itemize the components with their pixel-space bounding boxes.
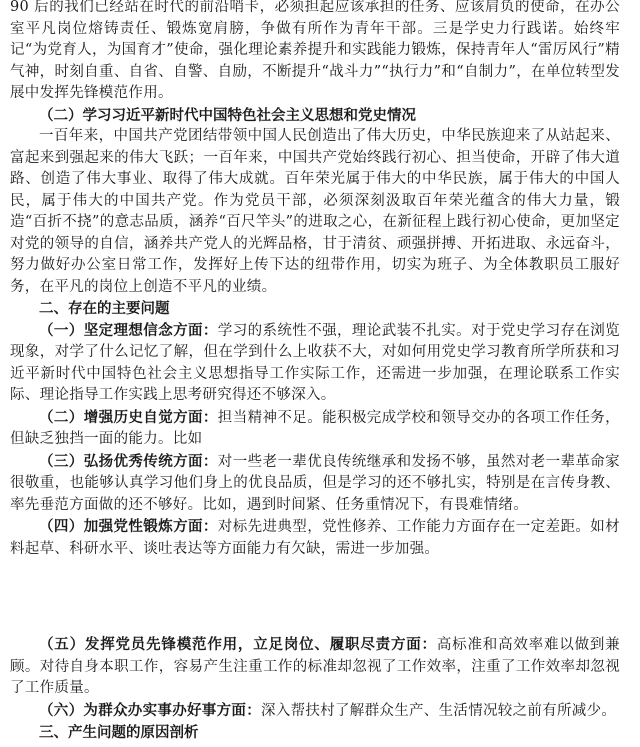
problem-item-3 <box>10 451 620 517</box>
problem-text-2: 担当精神不足。能积极完成学校和领导交办的各项工作任务，但缺乏独挡一面的能力。比如 <box>10 409 620 447</box>
problem-text-5: 高标准和高效率难以做到兼顾。对待自身本职工作，容易产生注重工作的标准却忽视了工作效率，注重了工作效率却忽视了工作质量。 <box>10 637 620 696</box>
problem-title-3: （三）弘扬优秀传统方面： <box>39 452 218 470</box>
problem-title-1: （一）坚定理想信念方面： <box>39 321 218 339</box>
section-heading-main-problems: 二、存在的主要问题 <box>39 300 170 317</box>
paragraph-party-history: 一百年来，中国共产党团结带领中国人民创造出了伟大历史，中华民族迎来了从站起来、富起来到强起来的伟大飞跃；一百年来，中国共产党始终践行初心、担当使命，开辟了伟大道路、创造了伟大事业、取得了伟大成就。百年荣光属于伟大的中华民族，属于伟大的中国人民，属于伟大的中国共产党。作为党员干部，必须深刻汲取百年荣光蕴含的伟大力量，锻造“百折不挠”的意志品质，涵养“百尺竿头”的进取之心，在新征程上践行初心使命，更加坚定对党的领导的自信，涵养共产党人的光辉品格，甘于清贫、顽强拼搏、开拓进取、永远奋斗，努力做好办公室日常工作，发挥好上传下达的纽带作用，切实为班子、为全体教职员工服好务，在平凡的岗位上创造不平凡的业绩。 <box>10 128 620 295</box>
blank-space <box>10 560 620 634</box>
problem-text-1: 学习的系统性不强，理论武装不扎实。对于党史学习存在浏览现象，对学了什么记忆了解，但在学到什么上收获不大，对如何用党史学习教育所学所获和习近平新时代中国特色社会主义思想指导工作实际工作，还需进一步加强，在理论联系工作实际、理论指导工作实践上思考研究得还不够深入。 <box>10 322 620 403</box>
problem-item-1 <box>10 320 620 407</box>
problem-item-2 <box>10 407 620 451</box>
problem-text-4: 对标先进典型，党性修养、工作能力方面存在一定差距。如材料起草、科研水平、谈吐表达等方面能力有欠缺，需进一步加强。 <box>10 519 620 557</box>
problem-title-5: （五）发挥党员先锋模范作用，立足岗位、履职尽责方面： <box>39 636 437 653</box>
problem-text-6: 深入帮扶村了解群众生产、生活情况较之前有所减少。 <box>261 702 617 719</box>
problem-item-6 <box>10 700 620 723</box>
problem-item-5 <box>10 634 620 700</box>
problem-title-2: （二）增强历史自觉方面： <box>39 408 218 426</box>
paragraph-youth-responsibility: 90 后的我们已经站在时代的前沿哨卡，必须担起应该承担的任务、应该肩负的使命，在办公室平凡岗位熔铸责任、锻炼宽肩膀，争做有所作为青年干部。三是学史力行践诺。始终牢记“为党育人，为国育才”使命，强化理论素养提升和实践能力锻炼，保持青年人“雷厉风行”精气神，时刻自重、自省、自警、自励，不断提升“战斗力”“执行力”和“自制力”，在单位转型发展中发挥先锋模范作用。 <box>10 0 620 101</box>
problem-item-4 <box>10 516 620 560</box>
problem-title-6: （六）为群众办实事办好事方面： <box>39 701 261 719</box>
section-heading-causes: 三、产生问题的原因剖析 <box>39 724 199 741</box>
problem-text-3: 对一些老一辈优良传统继承和发扬不够，虽然对老一辈革命家很敬重，也能够认真学习他们身上的优良品质，但是学习的还不够扎实，特别是在言传身教、率先垂范方面做的还不够好。比如，遇到时间紧、任务重情况下，有畏难情绪。 <box>10 453 620 513</box>
section-heading-study: （二）学习习近平新时代中国特色社会主义思想和党史情况 <box>39 106 416 124</box>
problem-title-4: （四）加强党性锻炼方面： <box>39 518 218 535</box>
